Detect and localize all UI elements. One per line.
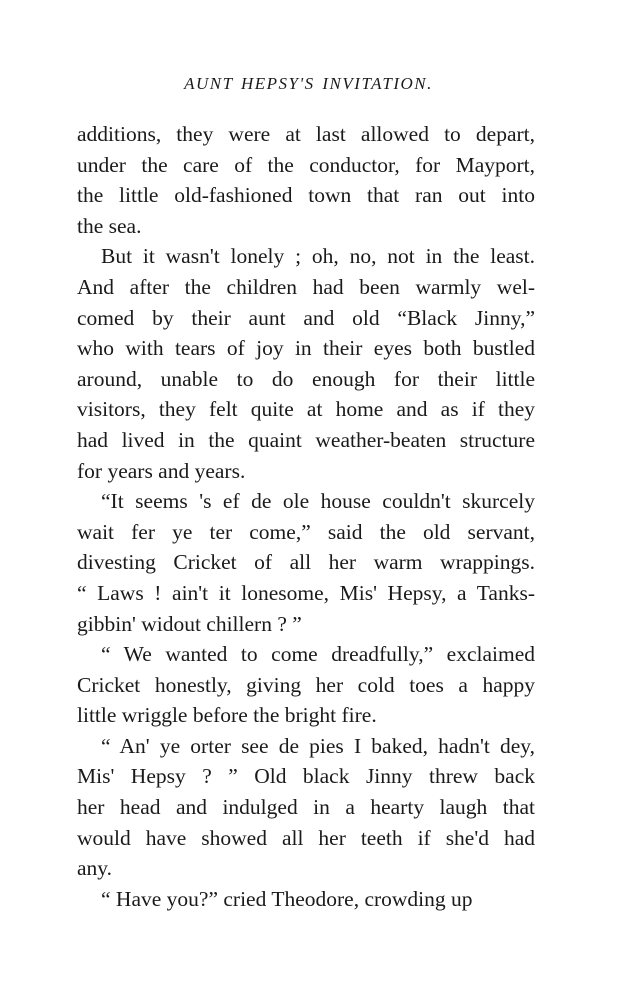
text-line: the sea. <box>77 213 142 238</box>
paragraph <box>77 731 535 884</box>
text-line: “ We wanted to come dreadfully,” exclaimed <box>101 642 535 667</box>
text-line: under the care of the conductor, for Mayport, <box>77 152 535 177</box>
text-line: gibbin' widout chillern ? ” <box>77 611 302 636</box>
paragraph <box>77 119 535 241</box>
paragraph <box>77 884 535 915</box>
text-line: for years and years. <box>77 458 246 483</box>
text-line: Mis' Hepsy ? ” Old black Jinny threw back <box>77 764 535 789</box>
text-line: “ Laws ! ain't it lonesome, Mis' Hepsy, a Tanks- <box>77 580 535 605</box>
text-line: her head and indulged in a hearty laugh that <box>77 795 535 820</box>
text-line: “ An' ye orter see de pies I baked, hadn't dey, <box>101 733 535 758</box>
text-line: “ Have you?” cried Theodore, crowding up <box>101 886 473 911</box>
paragraph <box>77 486 535 639</box>
text-line: little wriggle before the bright fire. <box>77 703 377 728</box>
text-line: But it wasn't lonely ; oh, no, not in the least. <box>101 244 535 269</box>
text-line: who with tears of joy in their eyes both bustled <box>77 336 535 361</box>
text-line: “It seems 's ef de ole house couldn't skurcely <box>101 489 535 514</box>
text-line: comed by their aunt and old “Black Jinny,” <box>77 305 535 330</box>
body-text <box>77 119 535 914</box>
running-head: AUNT HEPSY'S INVITATION. <box>184 74 433 93</box>
text-line: around, unable to do enough for their little <box>77 366 535 391</box>
text-line: would have showed all her teeth if she'd had <box>77 825 535 850</box>
text-line: visitors, they felt quite at home and as if they <box>77 397 535 422</box>
paragraph <box>77 639 535 731</box>
text-line: additions, they were at last allowed to depart, <box>77 122 535 146</box>
text-line: had lived in the quaint weather-beaten structure <box>77 427 535 452</box>
text-line: divesting Cricket of all her warm wrappings. <box>77 550 535 575</box>
text-line: wait fer ye ter come,” said the old servant, <box>77 519 535 544</box>
text-line: And after the children had been warmly wel- <box>77 274 535 299</box>
text-line: Cricket honestly, giving her cold toes a happy <box>77 672 535 697</box>
text-line: the little old-fashioned town that ran out into <box>77 183 535 208</box>
paragraph <box>77 241 535 486</box>
text-line: any. <box>77 856 113 881</box>
